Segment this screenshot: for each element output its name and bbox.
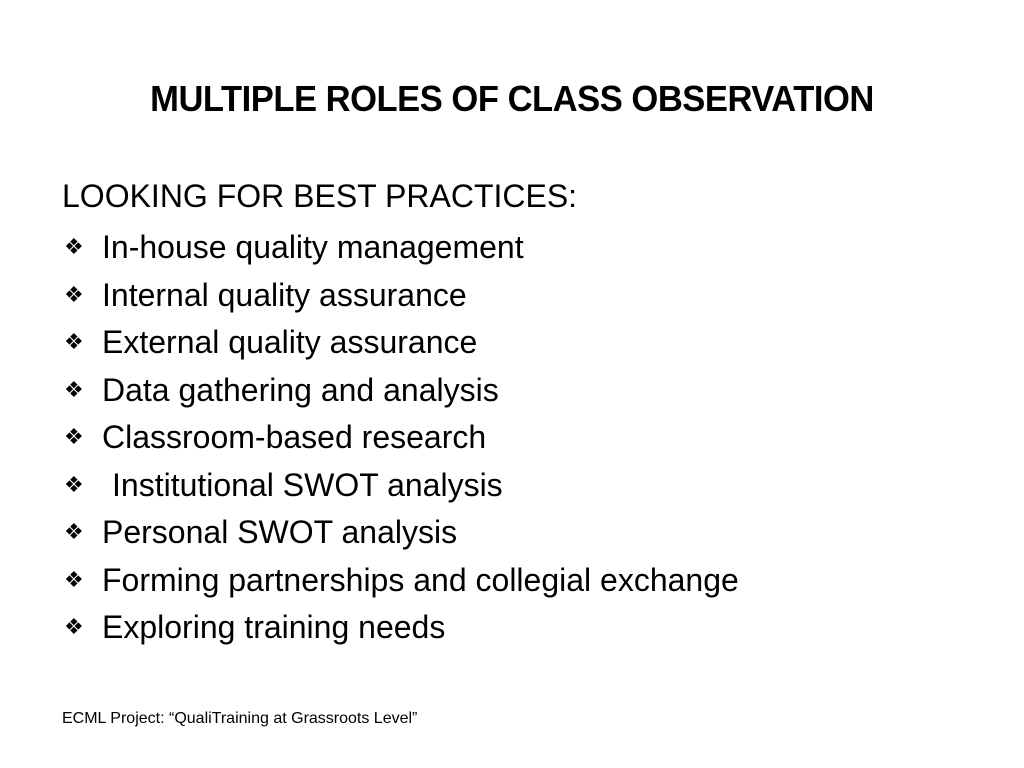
list-item — [62, 557, 739, 605]
list-item — [62, 414, 739, 462]
list-item-text: Exploring training needs — [102, 609, 446, 645]
list-item-text: Data gathering and analysis — [102, 371, 499, 408]
list-item-text: Forming partnerships and collegial exchange — [102, 561, 739, 598]
list-item-text: External quality assurance — [102, 324, 478, 360]
bullet-list — [62, 224, 739, 652]
diamond-bullet-icon: ❖ — [64, 330, 84, 355]
diamond-bullet-icon: ❖ — [64, 425, 84, 450]
list-item-text: In-house quality management — [102, 229, 524, 265]
list-item-text: Personal SWOT analysis — [102, 514, 458, 550]
slide-title: MULTIPLE ROLES OF CLASS OBSERVATION — [150, 78, 874, 119]
diamond-bullet-icon: ❖ — [64, 615, 84, 640]
footer-credit: ECML Project: “QualiTraining at Grassroots Level” — [62, 710, 418, 727]
diamond-bullet-icon: ❖ — [64, 235, 84, 260]
list-item-text: Classroom-based research — [102, 419, 487, 455]
list-item — [62, 272, 739, 320]
diamond-bullet-icon: ❖ — [64, 472, 84, 498]
list-item — [62, 319, 739, 367]
list-item-text: Institutional SWOT analysis — [112, 466, 503, 503]
list-item — [62, 367, 739, 415]
diamond-bullet-icon: ❖ — [64, 520, 84, 545]
list-item — [62, 462, 739, 510]
list-item — [62, 604, 739, 652]
list-item — [62, 224, 739, 272]
diamond-bullet-icon: ❖ — [64, 567, 84, 593]
list-item — [62, 509, 739, 557]
diamond-bullet-icon: ❖ — [64, 282, 84, 308]
list-item-text: Internal quality assurance — [102, 276, 467, 313]
diamond-bullet-icon: ❖ — [64, 377, 84, 403]
section-heading: LOOKING FOR BEST PRACTICES: — [62, 178, 578, 214]
